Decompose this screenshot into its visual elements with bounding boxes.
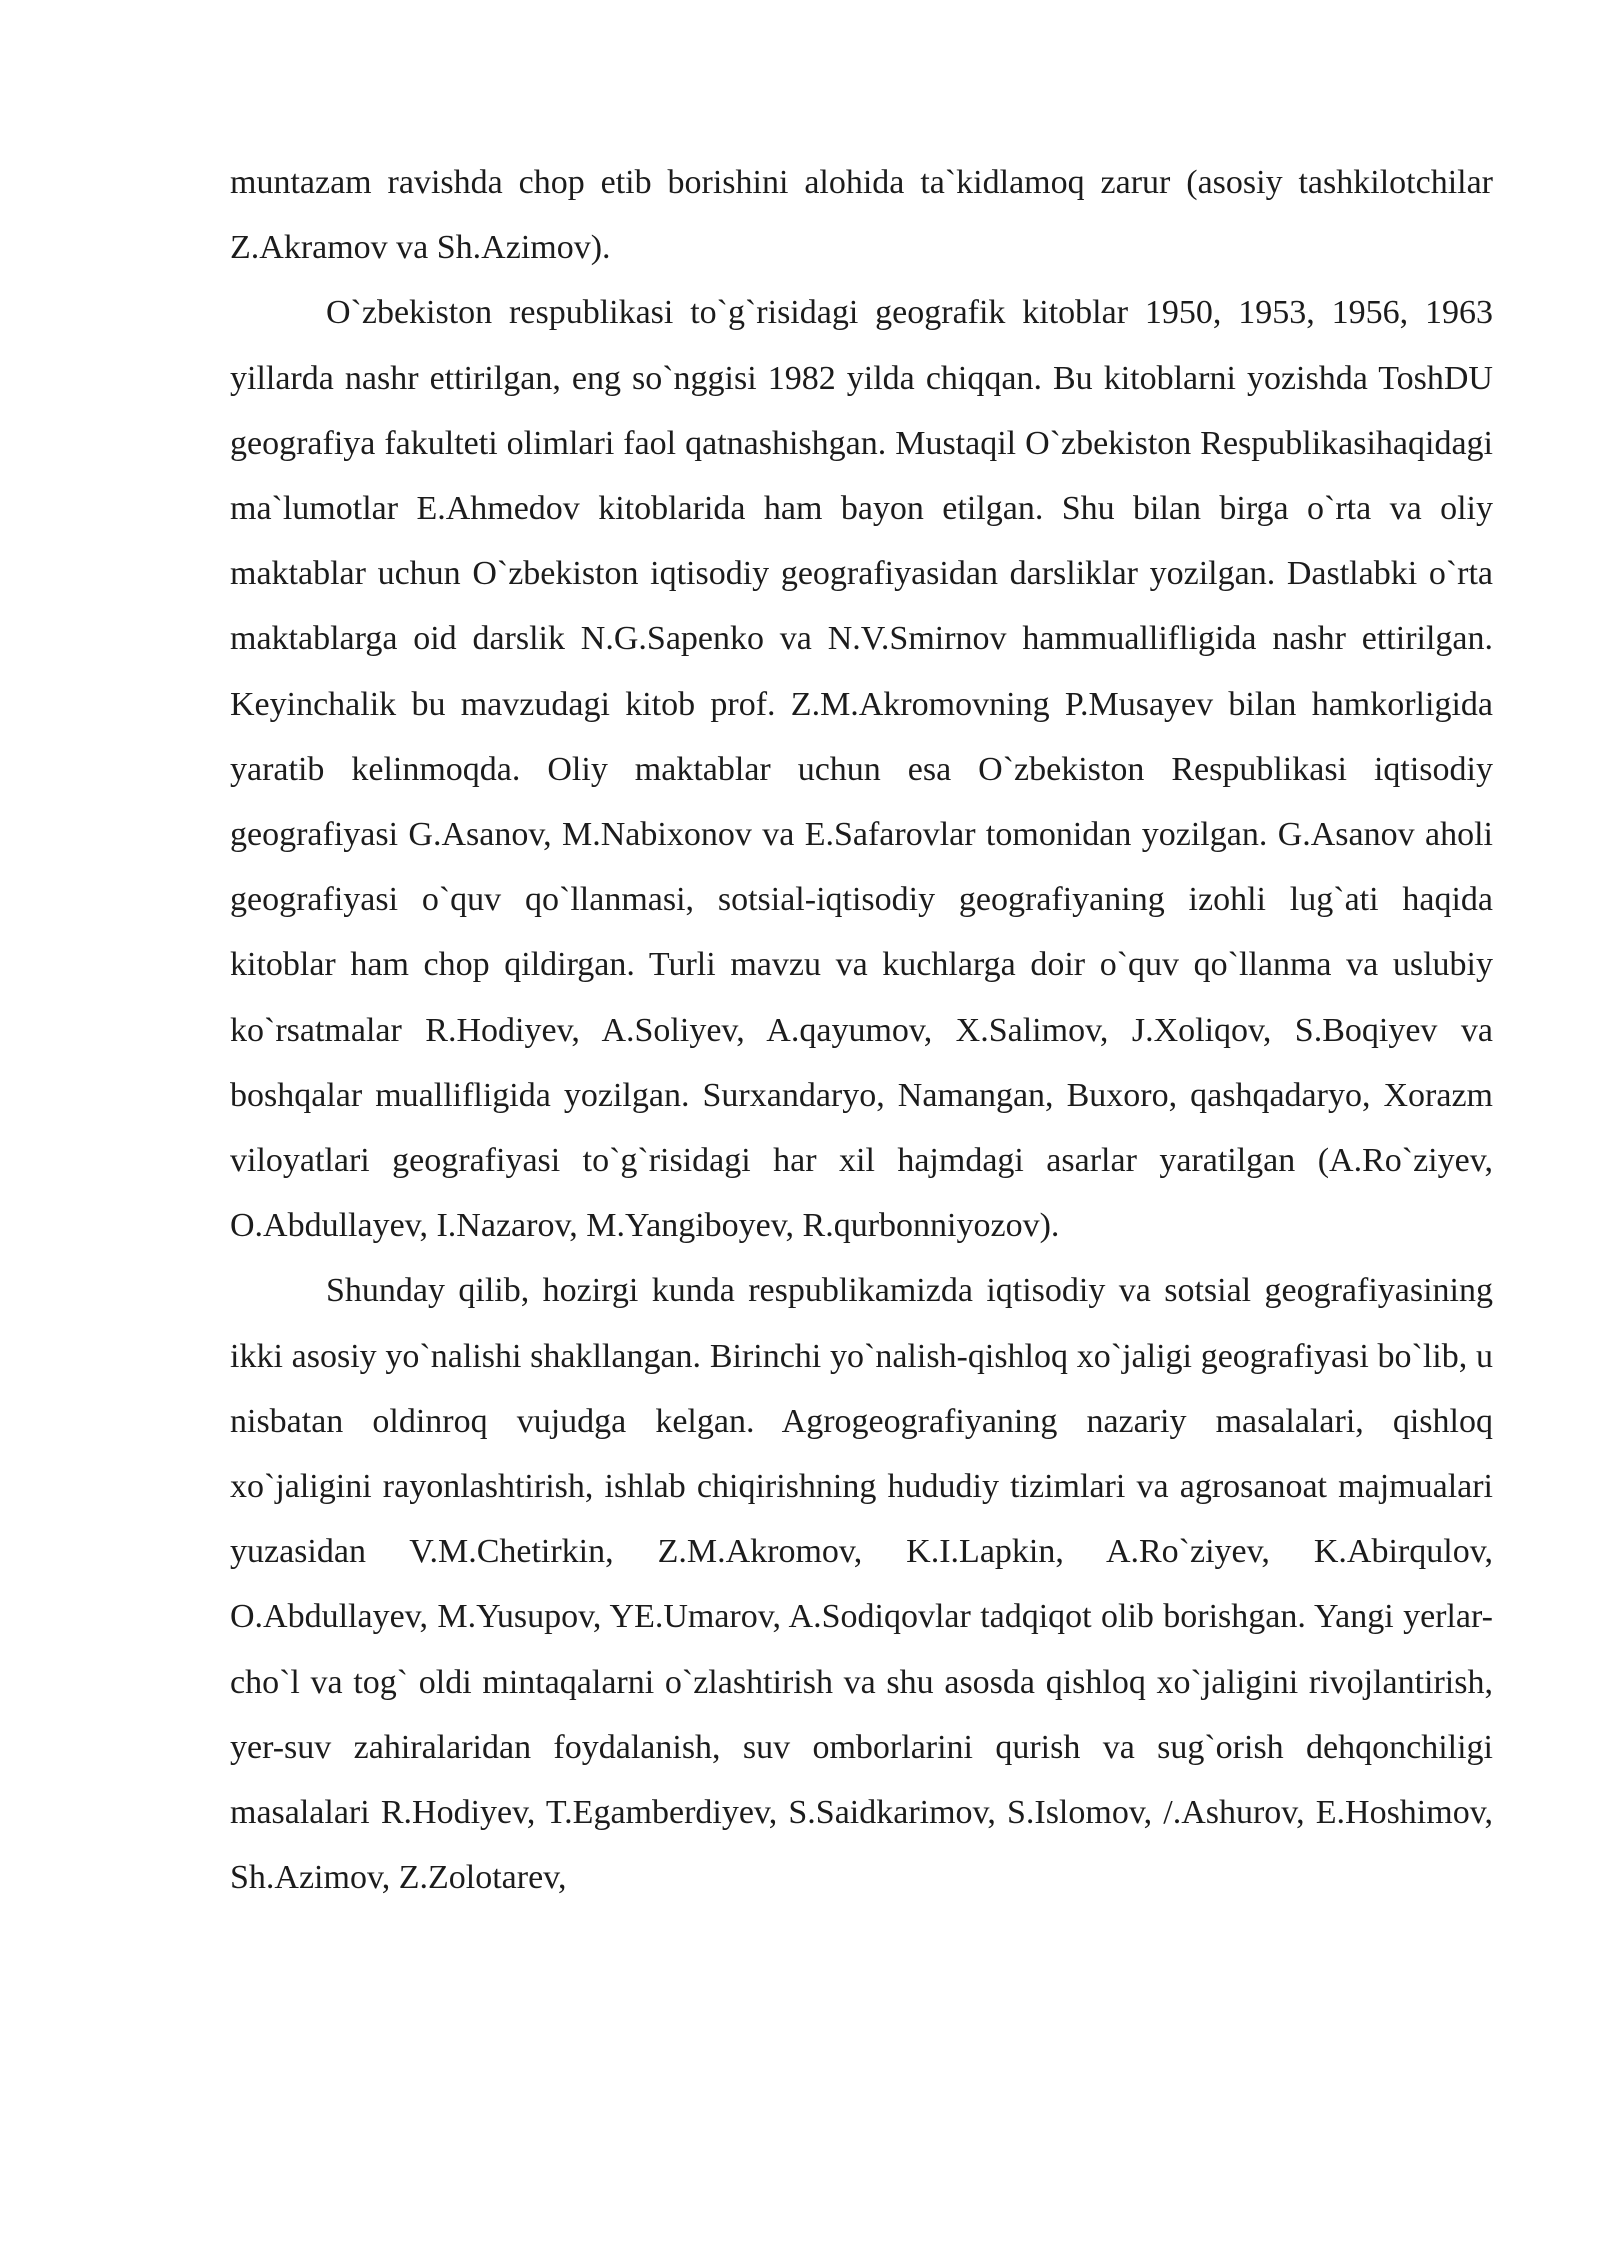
paragraph-geography-books: O`zbekiston respublikasi to`g`risidagi geografik kitoblar 1950, 1953, 1956, 1963 yillarda nashr ettirilgan, eng so`nggisi 1982 yilda chiqqan. Bu kitoblarni yozishda ToshDU geografiya fakulteti olimlari faol qatnashishgan. Mustaqil O`zbekiston Respublikasihaqidagi ma`lumotlar E.Ahmedov kitoblarida ham bayon etilgan. Shu bilan birga o`rta va oliy maktablar uchun O`zbekiston iqtisodiy geografiyasidan darsliklar yozilgan. Dastlabki o`rta maktablarga oid darslik N.G.Sapenko va N.V.Smirnov hammuallifligida nashr ettirilgan. Keyinchalik bu mavzudagi kitob prof. Z.M.Akromovning P.Musayev bilan hamkorligida yaratib kelinmoqda. Oliy maktablar uchun esa O`zbekiston Respublikasi iqtisodiy geografiyasi G.Asanov, M.Nabixonov va E.Safarovlar tomonidan yozilgan. G.Asanov aholi geografiyasi o`quv qo`llanmasi, sotsial-iqtisodiy geografiyaning izohli lug`ati haqida kitoblar ham chop qildirgan. Turli mavzu va kuchlarga doir o`quv qo`llanma va uslubiy ko`rsatmalar R.Hodiyev, A.Soliyev, A.qayumov, X.Salimov, J.Xoliqov, S.Boqiyev va boshqalar muallifligida yozilgan. Surxandaryo, Namangan, Buxoro, qashqadaryo, Xorazm viloyatlari geografiyasi to`g`risidagi har xil hajmdagi asarlar yaratilgan (A.Ro`ziyev, O.Abdullayev, I.Nazarov, M.Yangiboyev, R.qurbonniyozov). [230, 294, 1493, 1245]
paragraph-continuation: muntazam ravishda chop etib borishini alohida ta`kidlamoq zarur (asosiy tashkilotchilar Z.Akramov va Sh.Azimov). [230, 164, 1493, 267]
document-body [230, 150, 1493, 1910]
paragraph-two-directions: Shunday qilib, hozirgi kunda respublikamizda iqtisodiy va sotsial geografiyasining ikki asosiy yo`nalishi shakllangan. Birinchi yo`nalish-qishloq xo`jaligi geografiyasi bo`lib, u nisbatan oldinroq vujudga kelgan. Agrogeografiyaning nazariy masalalari, qishloq xo`jaligini rayonlashtirish, ishlab chiqirishning hududiy tizimlari va agrosanoat majmualari yuzasidan V.M.Chetirkin, Z.M.Akromov, K.I.Lapkin, A.Ro`ziyev, K.Abirqulov, O.Abdullayev, M.Yusupov, YE.Umarov, A.Sodiqovlar tadqiqot olib borishgan. Yangi yerlar-cho`l va tog` oldi mintaqalarni o`zlashtirish va shu asosda qishloq xo`jaligini rivojlantirish, yer-suv zahiralaridan foydalanish, suv omborlarini qurish va sug`orish dehqonchiligi masalalari R.Hodiyev, T.Egamberdiyev, S.Saidkarimov, S.Islomov, /.Ashurov, E.Hoshimov, Sh.Azimov, Z.Zolotarev, [230, 1272, 1493, 1897]
